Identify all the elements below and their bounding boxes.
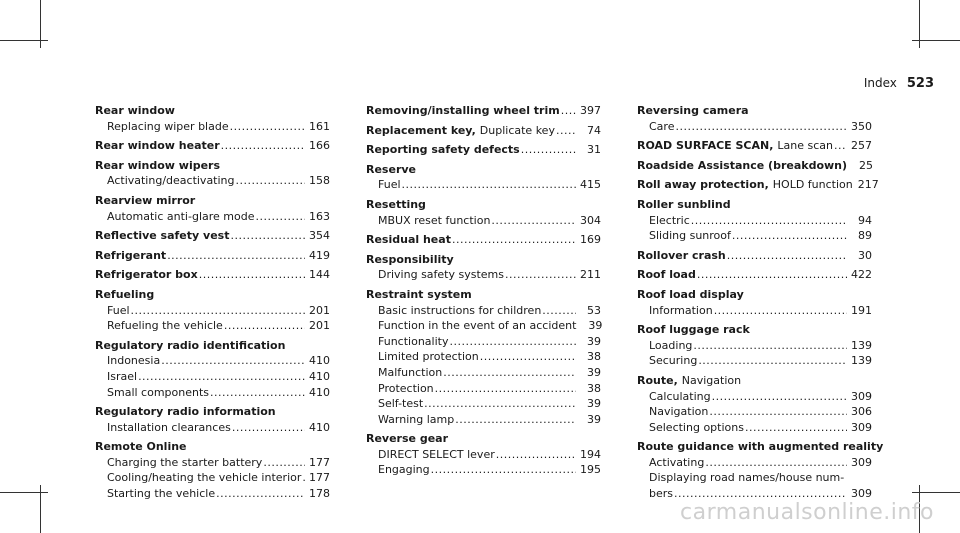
index-subterm: Sliding sunroof bbox=[649, 229, 731, 243]
index-entry bbox=[366, 232, 601, 248]
index-subterm: Automatic anti-glare mode bbox=[107, 209, 255, 223]
leader-dots bbox=[834, 138, 847, 154]
index-subterm: DIRECT SELECT lever bbox=[378, 447, 495, 461]
index-entry bbox=[637, 373, 872, 435]
page-ref: 166 bbox=[309, 139, 330, 153]
index-term-row[interactable] bbox=[637, 322, 872, 338]
index-subterm: Warning lamp bbox=[378, 412, 455, 426]
index-term: Rear window wipers bbox=[95, 158, 221, 172]
index-term: Reserve bbox=[366, 162, 416, 176]
leader-dots bbox=[491, 213, 576, 229]
leader-dots bbox=[693, 338, 847, 354]
page-ref: 194 bbox=[580, 447, 601, 461]
index-term: Rear window bbox=[95, 104, 175, 117]
index-term-row[interactable] bbox=[366, 123, 601, 139]
index-subterm: Displaying road names/house num- bbox=[649, 471, 845, 485]
index-subentry[interactable] bbox=[95, 470, 330, 486]
leader-dots bbox=[230, 228, 305, 244]
page-ref: 177 bbox=[309, 455, 330, 469]
page-ref: 139 bbox=[851, 338, 872, 352]
leader-dots bbox=[131, 303, 305, 319]
leader-dots bbox=[199, 267, 305, 283]
leader-dots bbox=[402, 177, 576, 193]
index-term-row[interactable] bbox=[95, 228, 330, 244]
index-entry bbox=[95, 248, 330, 264]
index-term-row[interactable] bbox=[366, 142, 601, 158]
index-subterm: Calculating bbox=[649, 389, 711, 403]
index-term-row[interactable] bbox=[366, 252, 601, 268]
leader-dots bbox=[443, 365, 576, 381]
index-entry bbox=[366, 287, 601, 427]
watermark: carmanualsonline.info bbox=[680, 500, 934, 525]
index-subterm: Installation clearances bbox=[107, 420, 231, 434]
leader-dots bbox=[556, 123, 576, 139]
index-subentry[interactable] bbox=[637, 228, 872, 244]
leader-dots bbox=[449, 334, 576, 350]
index-subentry[interactable] bbox=[366, 318, 601, 334]
index-term: Rear window heater bbox=[95, 139, 220, 153]
index-subterm: Self-test bbox=[378, 397, 424, 411]
page-ref: 350 bbox=[851, 119, 872, 133]
page-ref: 39 bbox=[587, 334, 601, 348]
page-ref: 53 bbox=[587, 303, 601, 317]
index-subentry[interactable] bbox=[637, 119, 872, 135]
page-ref: 38 bbox=[587, 350, 601, 364]
leader-dots bbox=[435, 381, 576, 397]
index-subentry[interactable] bbox=[366, 303, 601, 319]
index-term: Refrigerator box bbox=[95, 268, 198, 282]
index-subterm: Malfunction bbox=[378, 365, 443, 379]
page-header bbox=[864, 76, 934, 91]
index-entry bbox=[95, 267, 330, 283]
index-term: Reflective safety vest bbox=[95, 229, 230, 243]
crop-mark bbox=[0, 492, 48, 493]
leader-dots bbox=[224, 318, 305, 334]
index-term-row[interactable] bbox=[637, 177, 879, 193]
leader-dots bbox=[167, 248, 305, 264]
index-term-row[interactable] bbox=[95, 287, 330, 303]
leader-dots bbox=[230, 119, 305, 135]
page-ref: 139 bbox=[851, 354, 872, 368]
page-ref: 25 bbox=[859, 158, 874, 172]
index-entry bbox=[637, 177, 879, 193]
leader-dots bbox=[675, 119, 847, 135]
index-entry bbox=[366, 162, 601, 193]
index-subterm: Activating/deactivating bbox=[107, 174, 235, 188]
index-subentry[interactable] bbox=[366, 462, 601, 478]
index-entry bbox=[637, 322, 872, 369]
index-subentry[interactable] bbox=[366, 447, 601, 463]
leader-dots bbox=[455, 412, 576, 428]
index-subentry[interactable] bbox=[366, 365, 601, 381]
index-subterm: bers bbox=[649, 487, 674, 501]
leader-dots bbox=[161, 353, 305, 369]
index-subterm: Securing bbox=[649, 354, 698, 368]
index-term: Responsibility bbox=[366, 252, 454, 266]
index-subentry[interactable] bbox=[637, 213, 872, 229]
page-ref: 177 bbox=[309, 471, 330, 485]
index-entry bbox=[637, 439, 884, 501]
page-ref: 211 bbox=[580, 268, 601, 282]
index-entry bbox=[95, 193, 330, 224]
index-term-row[interactable] bbox=[95, 267, 330, 283]
index-term-row[interactable] bbox=[366, 162, 601, 178]
index-subentry[interactable] bbox=[366, 349, 601, 365]
index-entry bbox=[95, 103, 330, 134]
index-term-row[interactable] bbox=[366, 232, 601, 248]
index-inline-subterm: Navigation bbox=[681, 373, 742, 387]
leader-dots bbox=[521, 142, 576, 158]
page-ref: 195 bbox=[580, 463, 601, 477]
page-ref: 169 bbox=[580, 233, 601, 247]
index-term: Roof load display bbox=[637, 287, 744, 301]
leader-dots bbox=[480, 349, 576, 365]
index-term: Refueling bbox=[95, 287, 155, 301]
index-column-1 bbox=[95, 103, 330, 506]
index-term: Route guidance with augmented reality bbox=[637, 440, 884, 454]
index-term-row[interactable] bbox=[637, 287, 872, 303]
page-ref: 257 bbox=[851, 139, 872, 153]
index-term: Reverse gear bbox=[366, 432, 449, 446]
index-inline-subterm: HOLD function bbox=[772, 178, 853, 192]
index-subterm: Cooling/heating the vehicle interior bbox=[107, 471, 302, 485]
index-term: Restraint system bbox=[366, 287, 472, 301]
index-subterm: Navigation bbox=[649, 405, 709, 419]
index-subentry[interactable] bbox=[95, 303, 330, 319]
index-entry bbox=[637, 248, 872, 264]
leader-dots bbox=[138, 369, 305, 385]
index-subentry[interactable] bbox=[95, 318, 330, 334]
index-subentry[interactable] bbox=[366, 177, 601, 193]
page-ref: 415 bbox=[580, 178, 601, 192]
leader-dots bbox=[210, 385, 305, 401]
index-term-row[interactable] bbox=[95, 338, 330, 354]
index-term: Reversing camera bbox=[637, 104, 749, 117]
leader-dots bbox=[496, 447, 576, 463]
index-term: Rearview mirror bbox=[95, 193, 196, 207]
index-term: Roof load bbox=[637, 268, 696, 282]
page-ref: 191 bbox=[851, 303, 872, 317]
leader-dots bbox=[714, 303, 847, 319]
index-subterm: Protection bbox=[378, 381, 434, 395]
index-subterm: Fuel bbox=[107, 303, 130, 317]
index-subentry[interactable] bbox=[95, 369, 330, 385]
index-column-2 bbox=[366, 103, 601, 482]
index-term: Replacement key, bbox=[366, 123, 476, 137]
leader-dots bbox=[727, 248, 847, 264]
index-term: Rollover crash bbox=[637, 248, 726, 262]
page-ref: 304 bbox=[580, 213, 601, 227]
index-entry bbox=[637, 197, 872, 244]
index-subterm: MBUX reset function bbox=[378, 213, 491, 227]
index-subentry[interactable] bbox=[637, 420, 872, 436]
index-entry bbox=[637, 267, 872, 283]
page-ref: 39 bbox=[587, 365, 601, 379]
index-term-row[interactable] bbox=[637, 138, 872, 154]
index-subterm: Driving safety systems bbox=[378, 268, 504, 282]
index-term-row[interactable] bbox=[366, 103, 601, 119]
index-term-row[interactable] bbox=[95, 103, 330, 119]
index-entry bbox=[95, 158, 330, 189]
page-ref: 94 bbox=[858, 213, 872, 227]
page-ref: 354 bbox=[309, 229, 330, 243]
index-term: Refrigerant bbox=[95, 248, 167, 262]
index-entry bbox=[95, 138, 330, 154]
leader-dots bbox=[712, 389, 847, 405]
index-term-row[interactable] bbox=[637, 158, 872, 174]
page-ref: 309 bbox=[851, 389, 872, 403]
page-ref: 309 bbox=[851, 455, 872, 469]
crop-mark bbox=[912, 40, 960, 41]
index-subentry[interactable] bbox=[637, 389, 872, 405]
index-subterm: Care bbox=[649, 119, 675, 133]
leader-dots bbox=[698, 353, 847, 369]
page-ref: 410 bbox=[309, 385, 330, 399]
index-term: ROAD SURFACE SCAN, bbox=[637, 139, 774, 153]
index-subterm: Information bbox=[649, 303, 713, 317]
page-ref: 31 bbox=[587, 143, 601, 157]
page-ref: 419 bbox=[309, 248, 330, 262]
index-subentry[interactable] bbox=[366, 267, 601, 283]
index-subterm: Charging the starter battery bbox=[107, 455, 263, 469]
page-number: 523 bbox=[906, 76, 934, 91]
index-inline-subterm: Duplicate key bbox=[479, 123, 555, 137]
index-term-row[interactable] bbox=[637, 197, 872, 213]
index-term: Roller sunblind bbox=[637, 197, 731, 211]
leader-dots bbox=[216, 486, 305, 502]
page-ref: 163 bbox=[309, 209, 330, 223]
index-entry bbox=[366, 123, 601, 139]
index-subterm: Refueling the vehicle bbox=[107, 319, 223, 333]
index-subentry[interactable] bbox=[637, 404, 872, 420]
index-subentry[interactable] bbox=[637, 455, 872, 471]
index-term: Resetting bbox=[366, 197, 426, 211]
index-entry bbox=[366, 252, 601, 283]
page-ref: 309 bbox=[851, 487, 872, 501]
index-subentry[interactable] bbox=[366, 396, 601, 412]
index-term-row[interactable] bbox=[637, 373, 872, 389]
index-term-row[interactable] bbox=[637, 267, 872, 283]
leader-dots bbox=[542, 303, 576, 319]
index-subterm: Selecting options bbox=[649, 420, 744, 434]
page-ref: 397 bbox=[580, 104, 601, 117]
index-subterm: Fuel bbox=[378, 178, 401, 192]
page-ref: 39 bbox=[588, 319, 603, 333]
index-entry bbox=[366, 431, 601, 478]
index-term: Reporting safety defects bbox=[366, 143, 520, 157]
index-term-row[interactable] bbox=[366, 197, 601, 213]
index-subentry-wrap bbox=[637, 470, 872, 486]
index-subterm: Replacing wiper blade bbox=[107, 119, 229, 133]
index-entry bbox=[637, 103, 872, 134]
index-term: Regulatory radio identification bbox=[95, 338, 286, 352]
leader-dots bbox=[452, 232, 576, 248]
index-subterm: Starting the vehicle bbox=[107, 487, 216, 501]
index-column-3 bbox=[637, 103, 884, 506]
page-ref: 309 bbox=[851, 420, 872, 434]
page-ref: 39 bbox=[587, 397, 601, 411]
index-term-row[interactable] bbox=[95, 158, 330, 174]
index-entry bbox=[95, 287, 330, 334]
index-subterm: Basic instructions for children bbox=[378, 303, 542, 317]
index-subentry[interactable] bbox=[95, 385, 330, 401]
index-term-row[interactable] bbox=[637, 248, 872, 264]
page-ref: 217 bbox=[857, 178, 879, 192]
index-subentry[interactable] bbox=[637, 353, 872, 369]
index-subentry[interactable] bbox=[95, 173, 330, 189]
page-ref: 74 bbox=[587, 123, 601, 137]
index-subterm: Engaging bbox=[378, 463, 430, 477]
page-ref: 38 bbox=[587, 381, 601, 395]
index-term-row[interactable] bbox=[637, 439, 884, 455]
index-subterm: Small components bbox=[107, 385, 210, 399]
index-subentry[interactable] bbox=[366, 381, 601, 397]
leader-dots bbox=[431, 462, 576, 478]
index-subterm: Activating bbox=[649, 455, 705, 469]
index-term-row[interactable] bbox=[95, 138, 330, 154]
leader-dots bbox=[221, 138, 305, 154]
index-subentry[interactable] bbox=[95, 455, 330, 471]
leader-dots bbox=[424, 396, 576, 412]
page-ref: 39 bbox=[587, 412, 601, 426]
index-term-row[interactable] bbox=[637, 103, 872, 119]
index-subterm: Electric bbox=[649, 213, 690, 227]
index-entry bbox=[637, 158, 872, 174]
index-inline-subterm: Lane scan bbox=[777, 139, 834, 153]
index-subentry[interactable] bbox=[637, 338, 872, 354]
leader-dots bbox=[561, 103, 576, 119]
index-term-row[interactable] bbox=[95, 439, 330, 455]
page-ref: 158 bbox=[309, 174, 330, 188]
page-ref: 410 bbox=[309, 369, 330, 383]
leader-dots bbox=[236, 173, 305, 189]
index-term-row[interactable] bbox=[95, 248, 330, 264]
index-term-row[interactable] bbox=[366, 287, 601, 303]
index-entry bbox=[95, 228, 330, 244]
index-entry bbox=[95, 404, 330, 435]
leader-dots bbox=[691, 213, 847, 229]
leader-dots bbox=[732, 228, 847, 244]
index-subterm: Indonesia bbox=[107, 354, 161, 368]
leader-dots bbox=[505, 267, 576, 283]
index-entry bbox=[95, 439, 330, 501]
page-ref: 144 bbox=[309, 268, 330, 282]
index-term: Route, bbox=[637, 373, 678, 387]
page-ref: 161 bbox=[309, 119, 330, 133]
index-term: Regulatory radio information bbox=[95, 405, 276, 419]
leader-dots bbox=[232, 420, 305, 436]
index-term: Remote Online bbox=[95, 440, 187, 454]
leader-dots bbox=[745, 420, 847, 436]
page-ref: 178 bbox=[309, 487, 330, 501]
index-subterm: Limited protection bbox=[378, 350, 479, 364]
leader-dots bbox=[302, 470, 305, 486]
leader-dots bbox=[705, 455, 847, 471]
index-subentry[interactable] bbox=[95, 420, 330, 436]
index-term-row[interactable] bbox=[366, 431, 601, 447]
index-subterm: Loading bbox=[649, 338, 693, 352]
index-subentry[interactable] bbox=[95, 353, 330, 369]
crop-mark bbox=[0, 40, 48, 41]
index-subentry[interactable] bbox=[366, 412, 601, 428]
index-term: Roll away protection, bbox=[637, 178, 769, 192]
page-ref: 410 bbox=[309, 354, 330, 368]
index-subterm: Function in the event of an accident bbox=[378, 319, 577, 333]
index-entry bbox=[366, 103, 601, 119]
index-term-row[interactable] bbox=[95, 404, 330, 420]
index-entry bbox=[95, 338, 330, 400]
index-term: Roadside Assistance (breakdown) bbox=[637, 158, 848, 172]
index-term-row[interactable] bbox=[95, 193, 330, 209]
section-title: Index bbox=[863, 76, 897, 90]
index-subterm: Functionality bbox=[378, 334, 449, 348]
index-subentry[interactable] bbox=[637, 303, 872, 319]
index-subentry[interactable] bbox=[95, 209, 330, 225]
page-ref: 201 bbox=[309, 303, 330, 317]
leader-dots bbox=[709, 404, 847, 420]
leader-dots bbox=[255, 209, 305, 225]
page-ref: 410 bbox=[309, 420, 330, 434]
page-ref: 89 bbox=[858, 229, 872, 243]
index-subentry[interactable] bbox=[366, 334, 601, 350]
index-subentry[interactable] bbox=[95, 486, 330, 502]
index-entry bbox=[637, 138, 872, 154]
index-term: Residual heat bbox=[366, 233, 451, 247]
page-ref: 306 bbox=[851, 405, 872, 419]
index-entry bbox=[366, 142, 601, 158]
index-term: Removing/installing wheel trim bbox=[366, 104, 560, 117]
index-subentry[interactable] bbox=[366, 213, 601, 229]
index-term: Roof luggage rack bbox=[637, 323, 750, 337]
page-ref: 30 bbox=[858, 248, 872, 262]
index-subterm: Israel bbox=[107, 369, 138, 383]
leader-dots bbox=[697, 267, 847, 283]
index-entry bbox=[637, 287, 872, 318]
page-ref: 422 bbox=[851, 268, 872, 282]
crop-mark bbox=[912, 492, 960, 493]
index-subentry[interactable] bbox=[95, 119, 330, 135]
index-entry bbox=[366, 197, 601, 228]
leader-dots bbox=[263, 455, 305, 471]
page-ref: 201 bbox=[309, 319, 330, 333]
